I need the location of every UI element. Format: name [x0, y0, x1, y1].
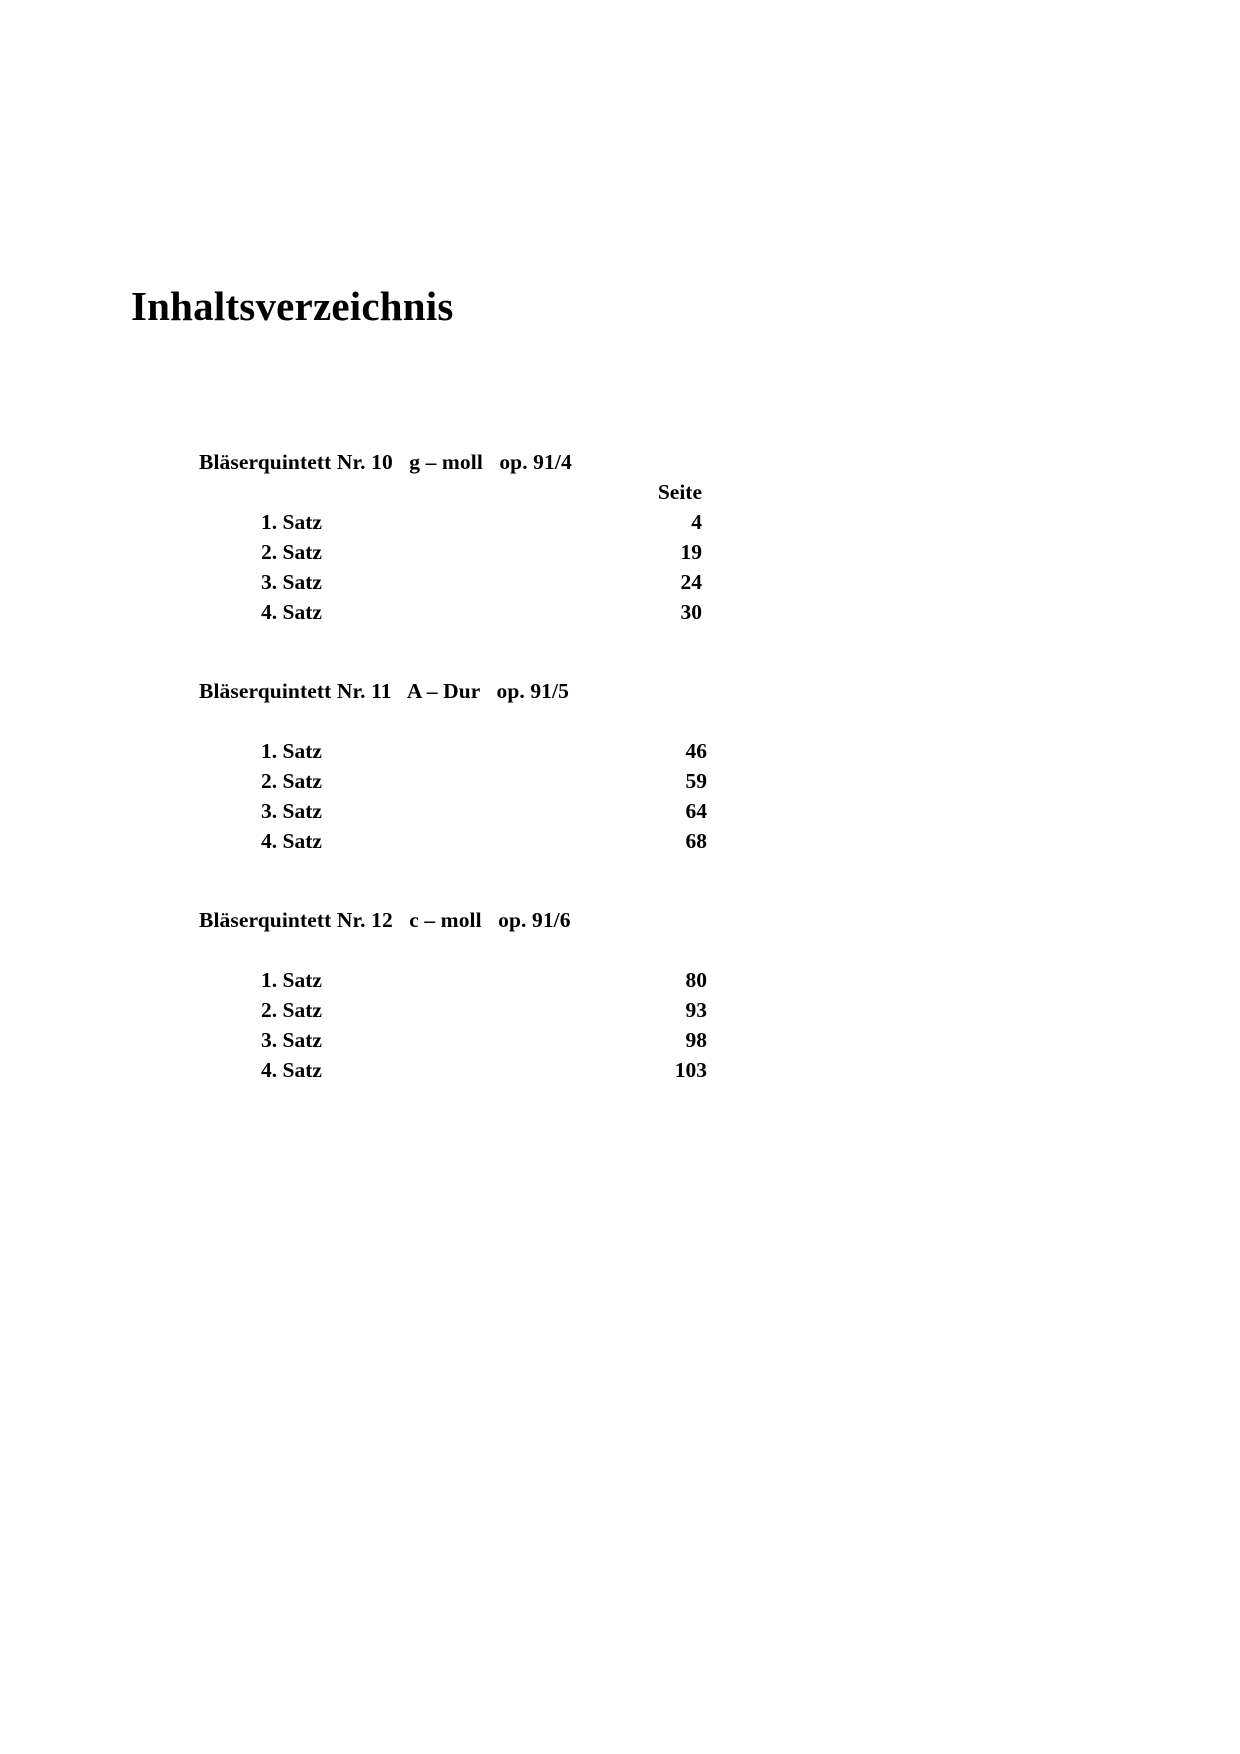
toc-section [0, 447, 1240, 627]
toc-entry-row[interactable] [0, 567, 1240, 597]
section-spacer [0, 706, 1240, 736]
toc-entry-row[interactable] [0, 736, 1240, 766]
section-gap [0, 856, 1240, 905]
toc-entry-page-number: 103 [674, 1058, 707, 1082]
table-of-contents [0, 447, 1240, 1085]
toc-entry-page-number: 98 [685, 1028, 707, 1052]
toc-entry-row[interactable] [0, 995, 1240, 1025]
toc-entry-row[interactable] [0, 766, 1240, 796]
toc-entry-label: 3. Satz [261, 1028, 322, 1052]
toc-entry-row[interactable] [0, 796, 1240, 826]
toc-entry-row[interactable] [0, 965, 1240, 995]
toc-entry-label: 4. Satz [261, 829, 322, 853]
toc-entry-page-number: 4 [691, 510, 702, 534]
section-spacer [0, 935, 1240, 965]
toc-section [0, 676, 1240, 856]
toc-entry-page-number: 64 [685, 799, 707, 823]
toc-entry-row[interactable] [0, 507, 1240, 537]
toc-entry-label: 4. Satz [261, 600, 322, 624]
toc-section-heading: Bläserquintett Nr. 10 g – moll op. 91/4 [199, 450, 572, 474]
toc-section-heading: Bläserquintett Nr. 12 c – moll op. 91/6 [199, 908, 571, 932]
toc-entry-label: 2. Satz [261, 998, 322, 1022]
toc-entry-page-number: 30 [680, 600, 702, 624]
toc-entry-label: 3. Satz [261, 799, 322, 823]
page-column-header-row [0, 477, 1240, 507]
toc-entry-label: 1. Satz [261, 968, 322, 992]
toc-entry-label: 2. Satz [261, 769, 322, 793]
toc-section-heading: Bläserquintett Nr. 11 A – Dur op. 91/5 [199, 679, 569, 703]
toc-entry-label: 3. Satz [261, 570, 322, 594]
toc-entry-label: 1. Satz [261, 739, 322, 763]
toc-entry-page-number: 68 [685, 829, 707, 853]
toc-entry-page-number: 46 [685, 739, 707, 763]
page-title: Inhaltsverzeichnis [131, 283, 454, 330]
toc-entry-label: 2. Satz [261, 540, 322, 564]
toc-entry-page-number: 93 [685, 998, 707, 1022]
toc-entry-row[interactable] [0, 1055, 1240, 1085]
toc-entry-label: 4. Satz [261, 1058, 322, 1082]
toc-entry-row[interactable] [0, 537, 1240, 567]
toc-entry-page-number: 80 [685, 968, 707, 992]
page-column-header: Seite [657, 480, 702, 504]
toc-entry-row[interactable] [0, 597, 1240, 627]
toc-entry-page-number: 24 [680, 570, 702, 594]
toc-entry-row[interactable] [0, 826, 1240, 856]
toc-section [0, 905, 1240, 1085]
toc-entry-label: 1. Satz [261, 510, 322, 534]
toc-entry-page-number: 19 [680, 540, 702, 564]
toc-entry-page-number: 59 [685, 769, 707, 793]
section-gap [0, 627, 1240, 676]
toc-entry-row[interactable] [0, 1025, 1240, 1055]
